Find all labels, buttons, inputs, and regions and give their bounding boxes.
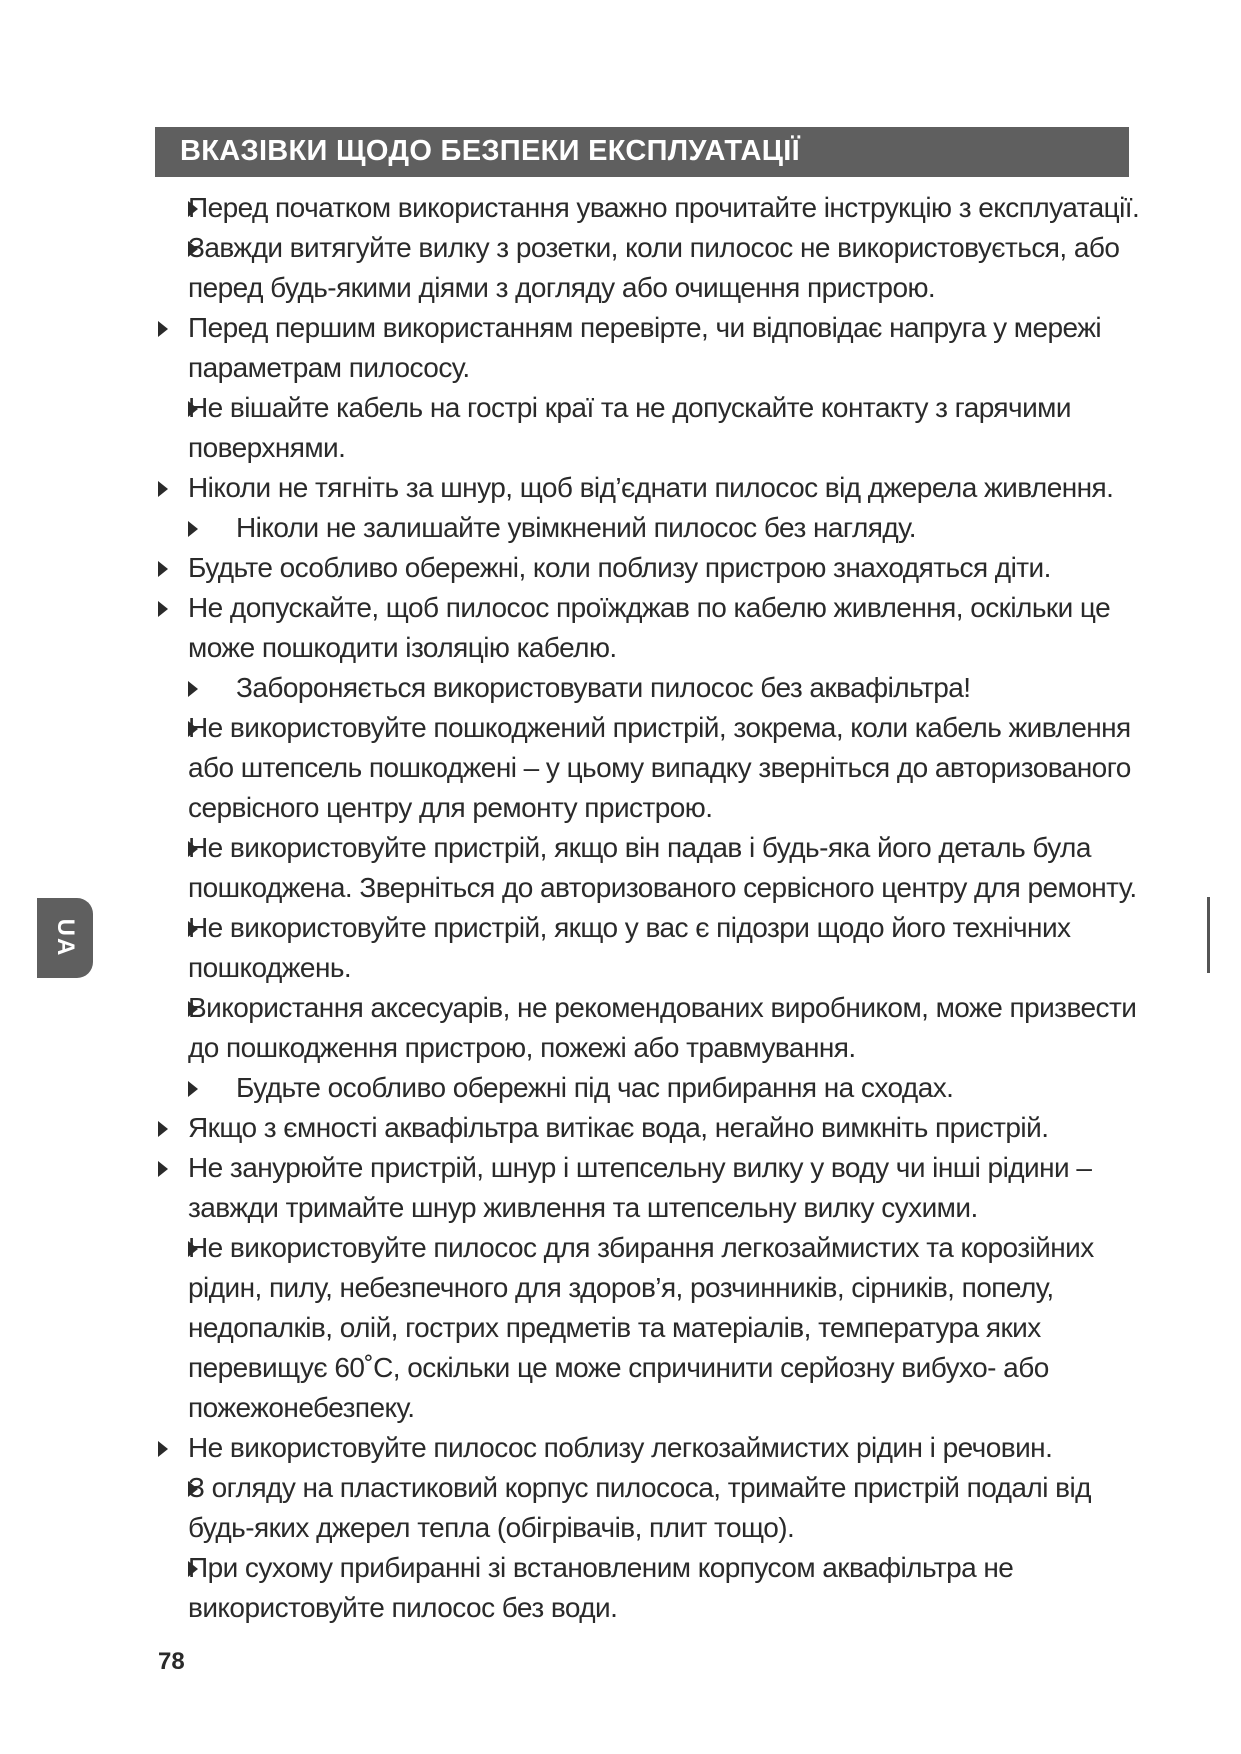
bullet-icon xyxy=(188,1241,198,1257)
bullet-icon xyxy=(188,681,198,697)
list-item-text: Забороняється використовувати пилосос без аквафільтра! xyxy=(236,672,971,703)
bullet-icon xyxy=(158,1161,168,1177)
bullet-icon xyxy=(188,521,198,537)
bullet-icon xyxy=(188,1081,198,1097)
list-item-text: Не використовуйте пристрій, якщо у вас є підозри щодо його технічних пошкоджень. xyxy=(188,912,1071,983)
list-item xyxy=(150,308,1160,388)
list-item xyxy=(150,1068,1160,1108)
bullet-icon xyxy=(188,721,198,737)
list-item xyxy=(150,988,1160,1068)
list-item xyxy=(150,828,1160,908)
bullet-icon xyxy=(158,601,168,617)
list-item xyxy=(150,548,1160,588)
list-item xyxy=(150,1428,1160,1468)
list-item-text: Будьте особливо обережні, коли поблизу пристрою знаходяться діти. xyxy=(188,552,1051,583)
page-edge-marker xyxy=(1207,897,1210,973)
list-item-text: Завжди витягуйте вилку з розетки, коли пилосос не використовується, або перед будь-якими діями з догляду або очищення пристрою. xyxy=(188,232,1120,303)
list-item-text: Не використовуйте пилосос для збирання легкозаймистих та корозійних рідин, пилу, небезпечного для здоров’я, розчинників, сірників, попелу, недопалків, олій, гострих предметів та матеріалів, температура яких перевищує 60˚С, оскільки це може спричинити серйозну вибухо- або пожежонебезпеку. xyxy=(188,1232,1094,1423)
list-item-text: З огляду на пластиковий корпус пилососа, тримайте пристрій подалі від будь-яких джерел тепла (обігрівачів, плит тощо). xyxy=(188,1472,1091,1543)
list-item xyxy=(150,508,1160,548)
bullet-icon xyxy=(158,1441,168,1457)
section-header-bar xyxy=(155,127,1129,177)
list-item-text: Будьте особливо обережні під час прибирання на сходах. xyxy=(236,1072,954,1103)
bullet-icon xyxy=(188,921,198,937)
bullet-icon xyxy=(188,201,198,217)
list-item-text: Ніколи не залишайте увімкнений пилосос без нагляду. xyxy=(236,512,917,543)
list-item xyxy=(150,1468,1160,1548)
list-item xyxy=(150,188,1160,228)
list-item xyxy=(150,1228,1160,1428)
list-item-text: При сухому прибиранні зі встановленим корпусом аквафільтра не використовуйте пилосос без води. xyxy=(188,1552,1014,1623)
list-item-text: Не занурюйте пристрій, шнур і штепсельну вилку у воду чи інші рідини – завжди тримайте шнур живлення та штепсельну вилку сухими. xyxy=(188,1152,1092,1223)
list-item xyxy=(150,228,1160,308)
safety-instructions-list xyxy=(150,188,1160,1628)
list-item-text: Не використовуйте пристрій, якщо він падав і будь-яка його деталь була пошкоджена. Зверніться до авторизованого сервісного центру для ремонту. xyxy=(188,832,1137,903)
list-item xyxy=(150,468,1160,508)
bullet-icon xyxy=(188,841,198,857)
bullet-icon xyxy=(158,1121,168,1137)
list-item-text: Не використовуйте пилосос поблизу легкозаймистих рідин і речовин. xyxy=(188,1432,1053,1463)
list-item-text: Перед першим використанням перевірте, чи відповідає напруга у мережі параметрам пилососу. xyxy=(188,312,1102,383)
bullet-icon xyxy=(158,561,168,577)
list-item-text: Якщо з ємності аквафільтра витікає вода, негайно вимкніть пристрій. xyxy=(188,1112,1049,1143)
list-item-text: Не вішайте кабель на гострі краї та не допускайте контакту з гарячими поверхнями. xyxy=(188,392,1071,463)
bullet-icon xyxy=(158,481,168,497)
page-number: 78 xyxy=(158,1648,185,1675)
bullet-icon xyxy=(188,1001,198,1017)
list-item-text: Використання аксесуарів, не рекомендованих виробником, може призвести до пошкодження пристрою, пожежі або травмування. xyxy=(188,992,1137,1063)
list-item-text: Не допускайте, щоб пилосос проїжджав по кабелю живлення, оскільки це може пошкодити ізоляцію кабелю. xyxy=(188,592,1111,663)
list-item xyxy=(150,708,1160,828)
list-item xyxy=(150,588,1160,668)
bullet-icon xyxy=(188,241,198,257)
list-item-text: Не використовуйте пошкоджений пристрій, зокрема, коли кабель живлення або штепсель пошкоджені – у цьому випадку зверніться до авторизованого сервісного центру для ремонту пристрою. xyxy=(188,712,1131,823)
bullet-icon xyxy=(188,401,198,417)
list-item xyxy=(150,1148,1160,1228)
list-item xyxy=(150,388,1160,468)
language-tab-label: UA xyxy=(52,918,79,958)
bullet-icon xyxy=(158,321,168,337)
bullet-icon xyxy=(188,1561,198,1577)
list-item xyxy=(150,1108,1160,1148)
list-item-text: Перед початком використання уважно прочитайте інструкцію з експлуатації. xyxy=(188,192,1140,223)
list-item-text: Ніколи не тягніть за шнур, щоб від’єднати пилосос від джерела живлення. xyxy=(188,472,1114,503)
section-title: ВКАЗІВКИ ЩОДО БЕЗПЕКИ ЕКСПЛУАТАЦІЇ xyxy=(180,135,800,167)
list-item xyxy=(150,908,1160,988)
list-item xyxy=(150,1548,1160,1628)
language-tab xyxy=(37,898,93,978)
bullet-icon xyxy=(188,1481,198,1497)
list-item xyxy=(150,668,1160,708)
